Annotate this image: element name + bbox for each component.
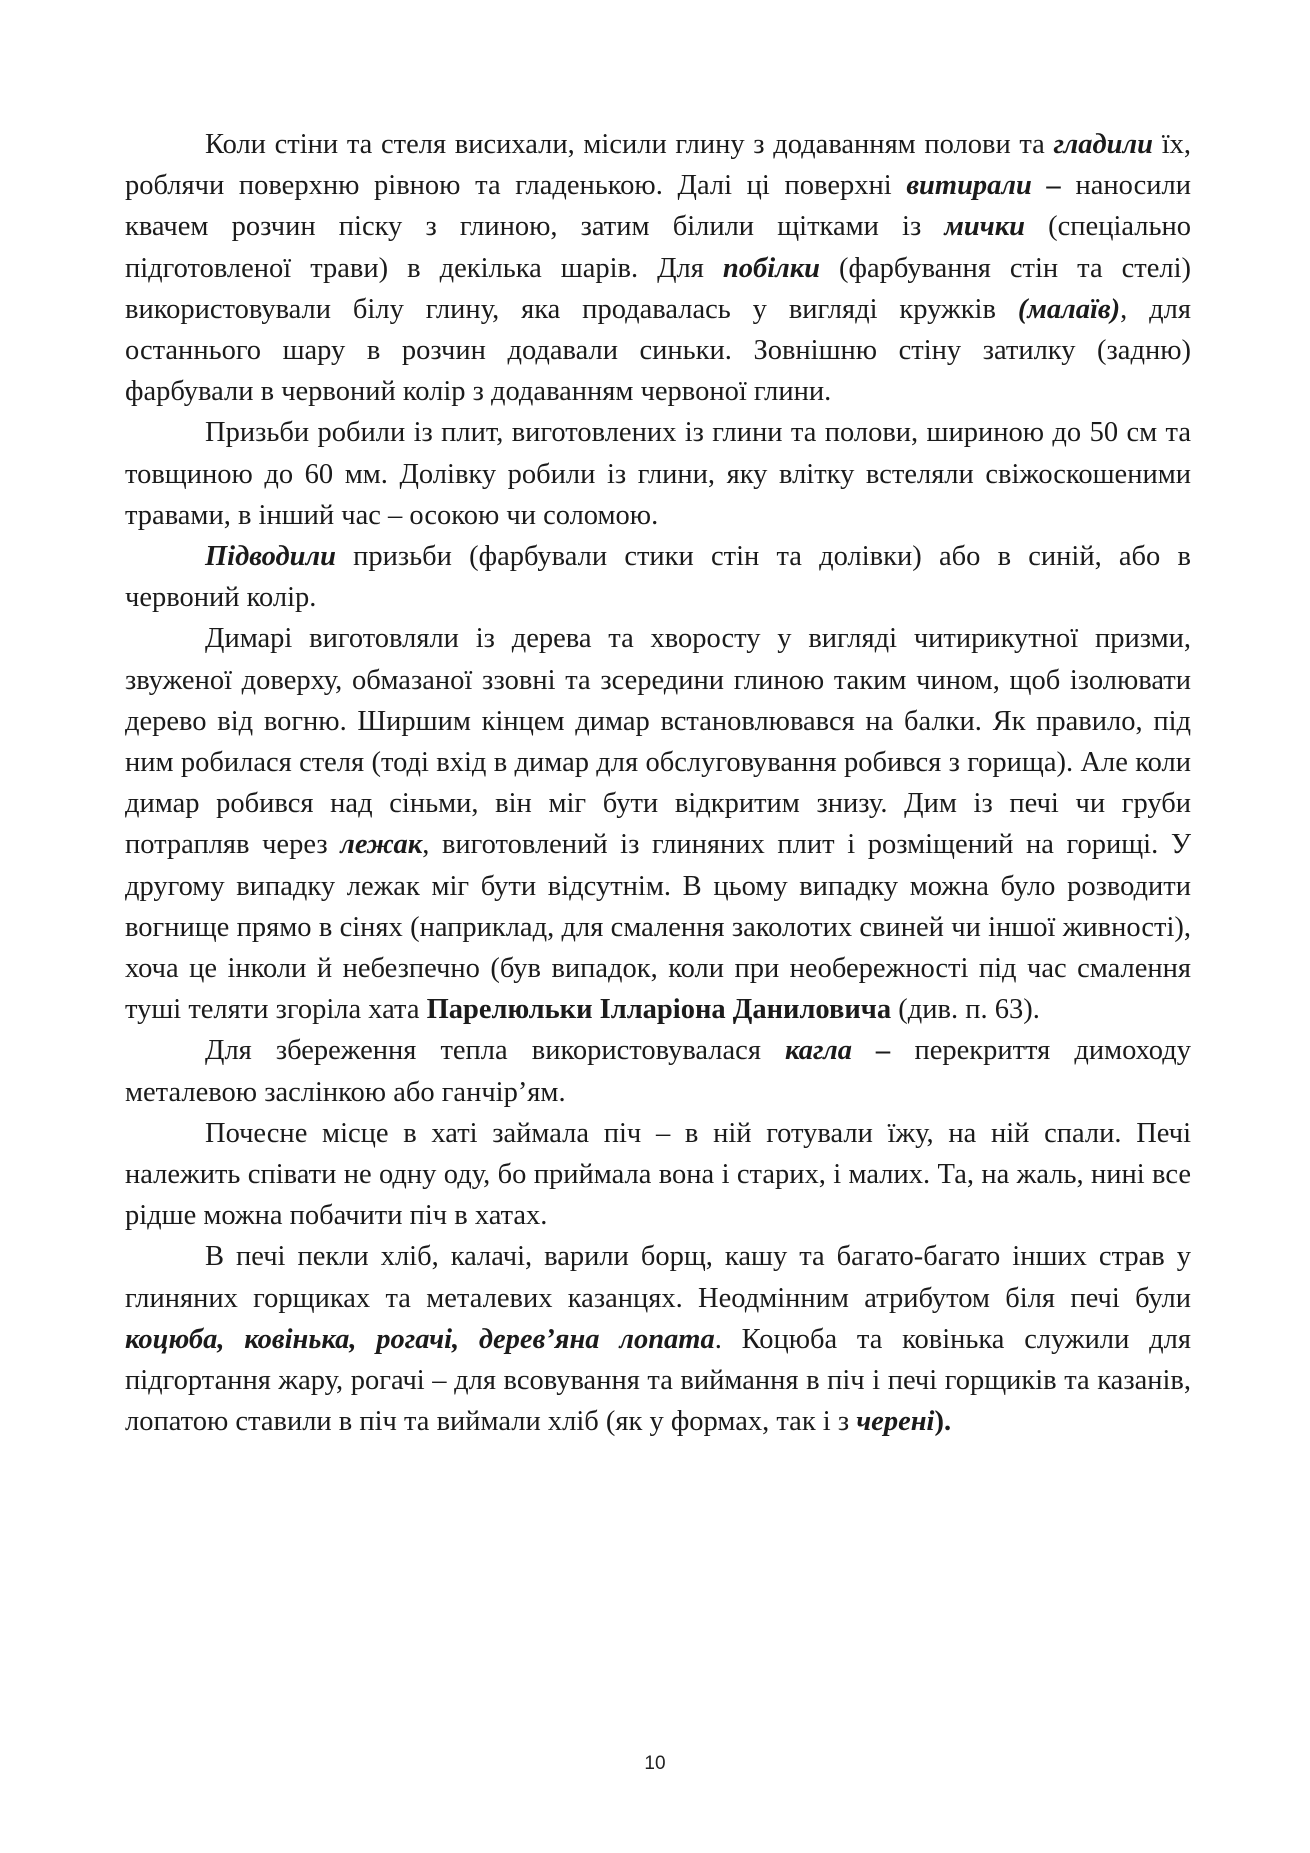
term-kagla: кагла – [785,1035,891,1067]
term-lezhak: лежак [340,829,423,861]
text: , виготовлений із глиняних плит і розміщений на горищі. У другому випадку лежак міг бути відсутнім. В цьому випадку можна було розводити вогнище прямо в сінях (наприклад, для смалення заколотих свиней чи іншої живності), хоча це інколи й небезпечно (був випадок, коли при необережності під час смалення туші теляти згоріла хата [125,829,1191,1026]
term-pobilky: побілки [722,252,821,284]
text: , для останнього шару в розчин додавали синьки. Зовнішню стіну затилку (задню) фарбували в червоний колір з додаванням червоної глини. [125,293,1191,408]
term-stove-tools: коцюба, ковінька, рогачі, дерев’яна лопата [125,1323,715,1355]
term-vytyraly: витирали – [906,170,1061,202]
text: Для збереження тепла використовувалася [205,1035,786,1067]
text: (див. п. 63). [891,994,1040,1026]
paragraph-pidvodyly [125,536,1191,618]
text: Димарі виготовляли із дерева та хворосту у вигляді читирикутної призми, звуженої доверху, обмазаної ззовні та зсередини глиною таким чином, щоб ізолювати дерево від вогню. Ширшим кінцем димар встановлювався на балки. Як правило, під ним робилася стеля (тоді вхід в димар для обслуговування робився з горища). Але коли димар робився над сіньми, він міг бути відкритим знизу. Дим із печі чи груби потрапляв через [125,623,1191,861]
paragraph-pryzby [125,412,1191,536]
term-malaiv: (малаїв) [1017,293,1121,325]
page-number: 10 [644,1753,666,1774]
text: В печі пекли хліб, калачі, варили борщ, кашу та багато-багато інших страв у глиняних горщиках та металевих казанцях. Неодмінним атрибутом біля печі були [125,1241,1191,1314]
text: Почесне місце в хаті займала піч – в ній готували їжу, на ній спали. Печі належить співати не одну оду, бо приймала вона і старих, і малих. Та, на жаль, нині все рідше можна побачити піч в хатах. [125,1117,1191,1232]
paragraph-stove [125,1113,1191,1237]
term-mychky: мички [944,211,1026,243]
term-pidvodyly: Підводили [205,541,336,573]
paragraph-chimneys [125,618,1191,1030]
paragraph-stove-tools [125,1236,1191,1442]
text: перекриття димоходу металевою заслінкою або ганчір’ям. [125,1035,1191,1108]
text: (фарбування стін та стелі) використовували білу глину, яка продавалась у вигляді кружків [125,252,1191,325]
term-chereni: черені [856,1406,935,1438]
term-gladyly: гладили [1053,129,1154,160]
text: (спеціально підготовленої трави) в декілька шарів. Для [125,211,1191,284]
text: ). [934,1406,952,1438]
paragraph-wall-finishing [125,124,1191,412]
text: . Коцюба та ковінька служили для підгортання жару, рогачі – для всовування та виймання в піч і печі горщиків та казанів, лопатою ставили в піч та виймали хліб (як у формах, так і з [125,1323,1191,1438]
paragraph-kagla [125,1030,1191,1112]
body-text [125,124,1191,1443]
text: Коли стіни та стеля висихали, місили глину з додаванням полови та [205,129,1054,160]
text: їх, роблячи поверхню рівною та гладенькою. Далі ці поверхні [125,129,1191,202]
text: наносили квачем розчин піску з глиною, затим білили щітками із [125,170,1192,243]
text: призьби (фарбували стики стін та долівки) або в синій, або в червоний колір. [125,541,1191,614]
person-name: Парелюльки Ілларіона Даниловича [426,994,892,1026]
text: Призьби робили із плит, виготовлених із глини та полови, шириною до 50 см та товщиною до 60 мм. Долівку робили із глини, яку влітку встеляли свіжоскошеними травами, в інший час – осокою чи соломою. [125,417,1191,531]
